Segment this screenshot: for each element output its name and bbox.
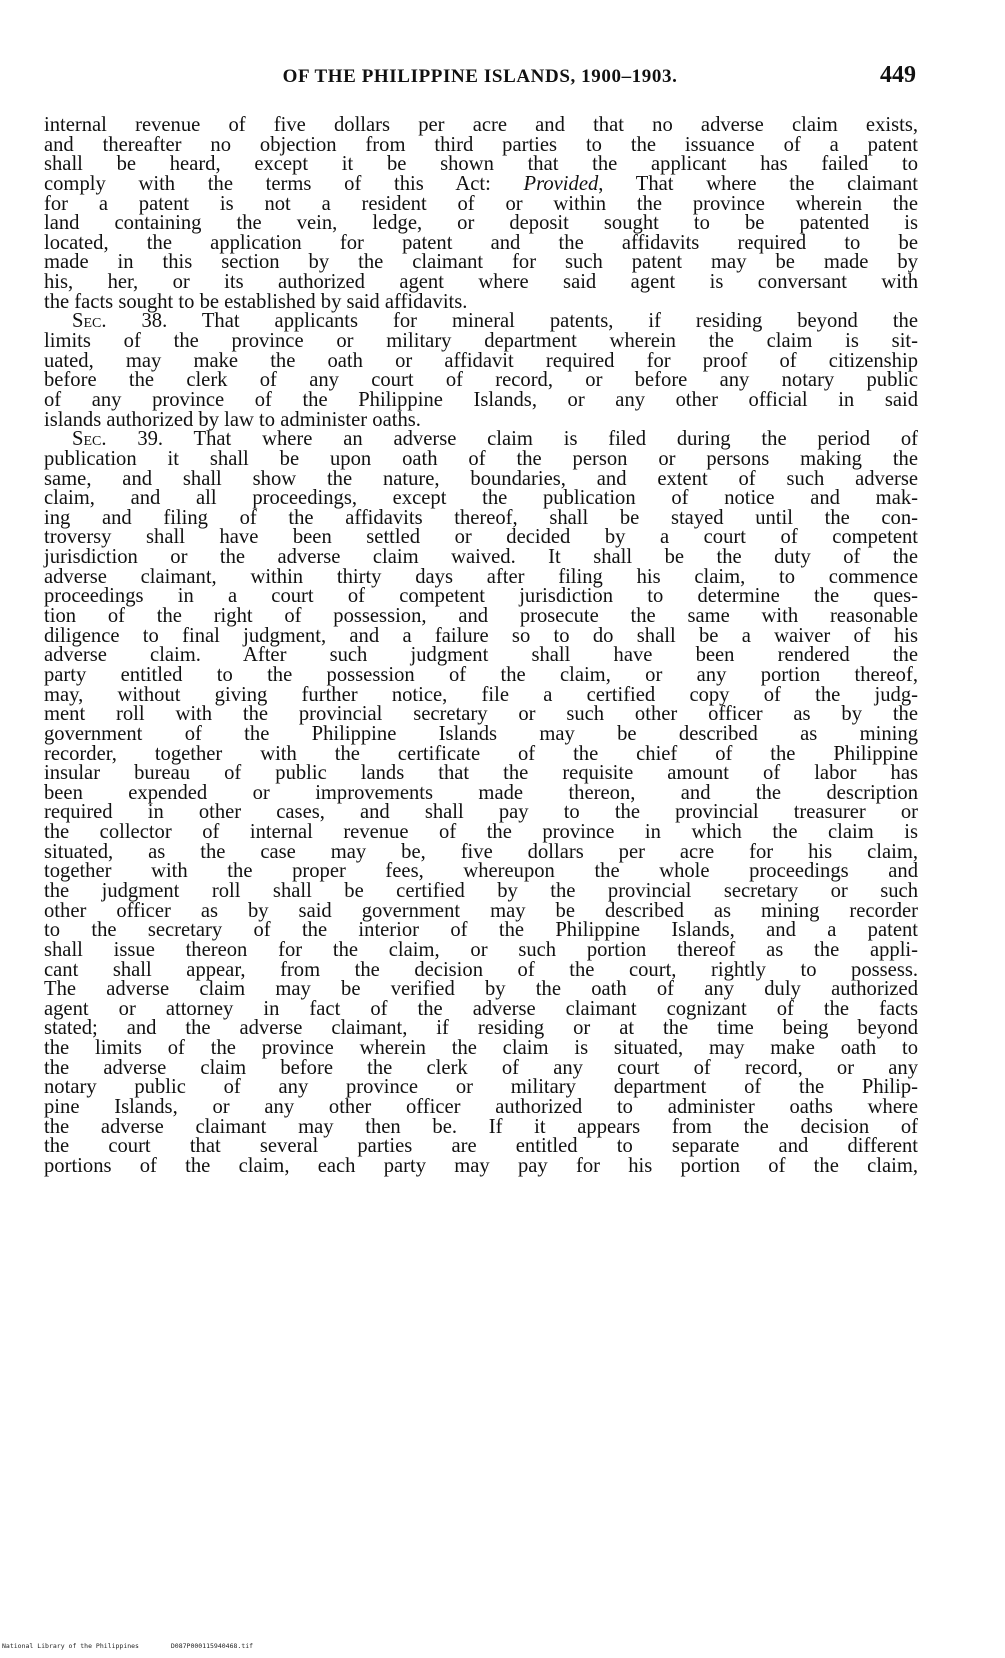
text-line: limits of the province or military department wherein the claim is sit- — [44, 330, 918, 353]
section-38-paragraph — [44, 312, 918, 430]
text-line: publication it shall be upon oath of the person or persons making the — [44, 447, 918, 470]
library-credit: National Library of the Philippines — [2, 1642, 139, 1650]
text-line: tion of the right of possession, and prosecute the same with reasonable — [44, 605, 918, 628]
text-line: for a patent is not a resident of or within the province wherein the — [44, 192, 918, 215]
text-line: claim, and all proceedings, except the publication of notice and mak- — [44, 487, 918, 510]
text-line: stated; and the adverse claimant, if residing or at the time being beyond — [44, 1017, 918, 1040]
text-line: internal revenue of five dollars per acre and that no adverse claim exists, — [44, 114, 918, 136]
text-line: pine Islands, or any other officer authorized to administer oaths where — [44, 1096, 918, 1119]
text-line: of any province of the Philippine Islands, or any other official in said — [44, 388, 918, 411]
text-line: insular bureau of public lands that the requisite amount of labor has — [44, 762, 918, 785]
text-line: been expended or improvements made thereon, and the description — [44, 781, 918, 804]
text-line: agent or attorney in fact of the adverse claimant cognizant of the facts — [44, 997, 918, 1020]
proviso-word: Provided — [523, 172, 599, 195]
text-line: required in other cases, and shall pay to the provincial treasurer or — [44, 801, 918, 824]
section-label: Sec. — [72, 310, 107, 333]
running-head: OF THE PHILIPPINE ISLANDS, 1900–1903. — [282, 66, 678, 87]
text-line: the adverse claim before the clerk of any court of record, or any — [44, 1056, 918, 1079]
text-line: government of the Philippine Islands may be described as mining — [44, 722, 918, 745]
page-number: 449 — [880, 62, 916, 88]
text-line: jurisdiction or the adverse claim waived. It shall be the duty of the — [44, 546, 918, 569]
body-text — [44, 116, 918, 1177]
scan-footer — [2, 1642, 281, 1650]
text-line: the judgment roll shall be certified by the provincial secretary or such — [44, 879, 918, 902]
text-line: to the secretary of the interior of the Philippine Islands, and a patent — [44, 919, 918, 942]
text-line: islands authorized by law to administer oaths. — [44, 408, 421, 431]
text-line: his, her, or its authorized agent where said agent is conversant with — [44, 271, 918, 294]
text-line: the adverse claimant may then be. If it appears from the decision of — [44, 1115, 918, 1138]
text-line: ing and filing of the affidavits thereof, shall be stayed until the con- — [44, 506, 918, 529]
text-line: adverse claimant, within thirty days after filing his claim, to commence — [44, 565, 918, 588]
page-header — [44, 62, 916, 98]
text-line: may, without giving further notice, file a certified copy of the judg- — [44, 683, 918, 706]
text-line: recorder, together with the certificate of the chief of the Philippine — [44, 742, 918, 765]
text-line: the limits of the province wherein the claim is situated, may make oath to — [44, 1037, 918, 1060]
text-line: notary public of any province or military department of the Philip- — [44, 1076, 918, 1099]
text-line: situated, as the case may be, five dollars per acre for his claim, — [44, 840, 918, 863]
text-line: other officer as by said government may be described as mining recorder — [44, 899, 918, 922]
text-line: Sec. 38. That applicants for mineral patents, if residing beyond the — [72, 310, 918, 333]
text-line: Sec. 39. That where an adverse claim is filed during the period of — [72, 428, 918, 451]
text-line: made in this section by the claimant for such patent may be made by — [44, 251, 918, 274]
text-line: before the clerk of any court of record, or before any notary public — [44, 369, 918, 392]
text-line: uated, may make the oath or affidavit required for proof of citizenship — [44, 349, 918, 372]
text-line: and thereafter no objection from third parties to the issuance of a patent — [44, 133, 918, 156]
text-line: The adverse claim may be verified by the oath of any duly authorized — [44, 978, 918, 1001]
file-id: D087P000115940468.tif — [170, 1642, 254, 1650]
text-line: comply with the terms of this Act: Provided, That where the claimant — [44, 172, 919, 195]
text-line: party entitled to the possession of the claim, or any portion thereof, — [44, 663, 918, 686]
paragraph — [44, 116, 918, 312]
text-line: proceedings in a court of competent jurisdiction to determine the ques- — [44, 585, 918, 608]
text-line: diligence to final judgment, and a failure so to do shall be a waiver of his — [44, 624, 918, 647]
text-line: same, and shall show the nature, boundaries, and extent of such adverse — [44, 467, 918, 490]
text-line: adverse claim. After such judgment shall have been rendered the — [44, 644, 918, 667]
text-line: shall be heard, except it be shown that the applicant has failed to — [44, 153, 918, 176]
text-line: located, the application for patent and the affidavits required to be — [44, 231, 918, 254]
text-line: portions of the claim, each party may pay for his portion of the claim, — [44, 1154, 918, 1177]
text-line: cant shall appear, from the decision of the court, rightly to possess. — [44, 958, 918, 981]
section-label: Sec. — [72, 428, 107, 451]
text-line: land containing the vein, ledge, or deposit sought to be patented is — [44, 212, 918, 235]
text-line: ment roll with the provincial secretary or such other officer as by the — [44, 703, 918, 726]
section-39-paragraph — [44, 430, 918, 1176]
text-line: the collector of internal revenue of the province in which the claim is — [44, 821, 918, 844]
text-line: the facts sought to be established by said affidavits. — [44, 290, 468, 313]
text-line: together with the proper fees, whereupon the whole proceedings and — [44, 860, 918, 883]
text-line: shall issue thereon for the claim, or such portion thereof as the appli- — [44, 938, 918, 961]
text-line: troversy shall have been settled or decided by a court of competent — [44, 526, 918, 549]
text-line: the court that several parties are entitled to separate and different — [44, 1135, 918, 1158]
